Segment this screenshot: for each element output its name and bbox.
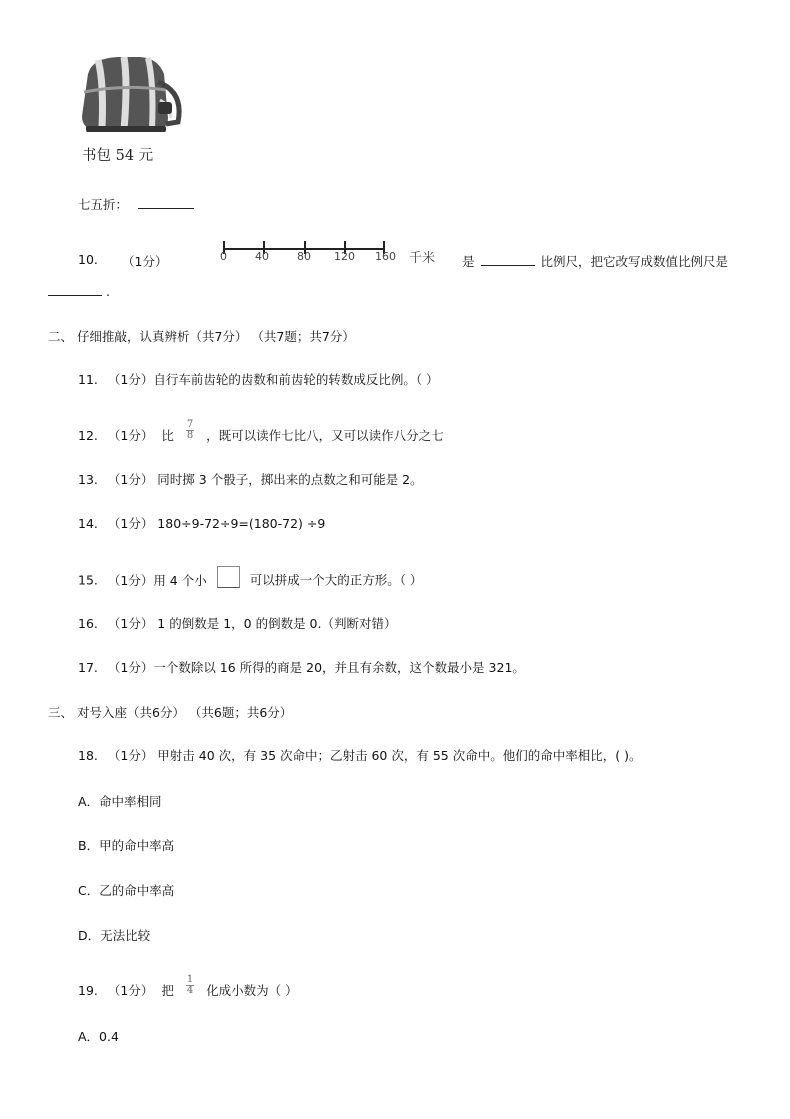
q15-pre: （1分）用 4 个小 <box>107 572 207 588</box>
backpack-icon <box>74 52 186 140</box>
fraction-denominator: 4 <box>186 985 194 996</box>
q10-end: . <box>105 284 110 299</box>
fraction-7-8 <box>186 420 194 441</box>
discount-label: 七五折： <box>78 197 129 212</box>
q17-number: 17. <box>78 660 98 675</box>
q11 <box>78 370 439 388</box>
q15-post: 可以拼成一个大的正方形。（ ） <box>249 572 423 588</box>
q19-score: （1分） <box>107 983 154 998</box>
section-3-title: 三、 对号入座（共6分） （共6题；共6分） <box>48 705 293 720</box>
answer-blank[interactable] <box>138 196 194 209</box>
q18 <box>78 746 641 764</box>
q18-text: （1分） 甲射击 40 次，有 35 次命中；乙射击 60 次，有 55 次命中。他们的命中率相比，( )。 <box>107 748 642 763</box>
scale-unit: 千米 <box>409 251 436 266</box>
q19-post: 化成小数为（ ） <box>206 983 298 998</box>
fraction-numerator: 1 <box>186 974 194 985</box>
q10-text <box>462 252 728 270</box>
q15-number: 15. <box>78 572 98 588</box>
q12-number: 12. <box>78 428 98 443</box>
scale-tick-label: 40 <box>255 250 269 263</box>
q19-pre: 把 <box>161 983 174 998</box>
q13-text: （1分） 同时掷 3 个骰子，掷出来的点数之和可能是 2。 <box>107 472 423 487</box>
q16 <box>78 614 396 632</box>
scale-tick-label: 120 <box>334 250 355 263</box>
answer-blank[interactable] <box>48 283 102 296</box>
answer-blank[interactable] <box>481 253 535 266</box>
q12 <box>78 419 444 447</box>
q14-text: （1分） 180÷9-72÷9=(180-72) ÷9 <box>107 516 326 531</box>
scale-tick-label: 0 <box>220 250 227 263</box>
q14-number: 14. <box>78 516 98 531</box>
q12-post: ，既可以读作七比八，又可以读作八分之七 <box>206 428 444 443</box>
q19-option-a[interactable]: A．0.4 <box>78 1029 119 1044</box>
discount-line <box>78 195 194 213</box>
q18-option-d[interactable]: D．无法比较 <box>78 928 151 943</box>
q10-score: （1分） <box>122 254 168 269</box>
q12-pre: 比 <box>161 428 174 443</box>
small-square-icon <box>217 566 240 588</box>
backpack-figure <box>74 52 186 140</box>
figure-caption: 书包 54 元 <box>82 148 154 164</box>
q19-number: 19. <box>78 983 98 998</box>
scale-tick-label: 80 <box>297 250 311 263</box>
q10-line2 <box>48 283 110 299</box>
q18-number: 18. <box>78 748 98 763</box>
q12-score: （1分） <box>107 428 154 443</box>
q10-text-b: 比例尺，把它改写成数值比例尺是 <box>540 254 728 269</box>
q18-option-b[interactable]: B．甲的命中率高 <box>78 838 175 853</box>
q16-text: （1分） 1 的倒数是 1，0 的倒数是 0.（判断对错） <box>107 616 397 631</box>
q17-text: （1分）一个数除以 16 所得的商是 20，并且有余数，这个数最小是 321。 <box>107 660 525 675</box>
q14 <box>78 514 325 532</box>
q17 <box>78 658 525 676</box>
fraction-numerator: 7 <box>186 419 194 430</box>
fraction-denominator: 8 <box>186 430 194 441</box>
q16-number: 16. <box>78 616 98 631</box>
q11-number: 11. <box>78 372 98 387</box>
q15 <box>78 570 422 592</box>
q10-number: 10. <box>78 252 98 267</box>
q18-option-c[interactable]: C．乙的命中率高 <box>78 883 175 898</box>
q18-option-a[interactable]: A．命中率相同 <box>78 794 162 809</box>
line-scale <box>217 238 447 268</box>
q13 <box>78 470 423 488</box>
q10-text-a: 是 <box>462 254 475 269</box>
section-2-title: 二、 仔细推敲，认真辨析（共7分） （共7题；共7分） <box>48 329 355 344</box>
q11-text: （1分）自行车前齿轮的齿数和前齿轮的转数成反比例。（ ） <box>107 372 439 387</box>
q19 <box>78 974 298 1002</box>
fraction-1-4 <box>186 975 194 996</box>
scale-tick-label: 160 <box>375 250 396 263</box>
q13-number: 13. <box>78 472 98 487</box>
